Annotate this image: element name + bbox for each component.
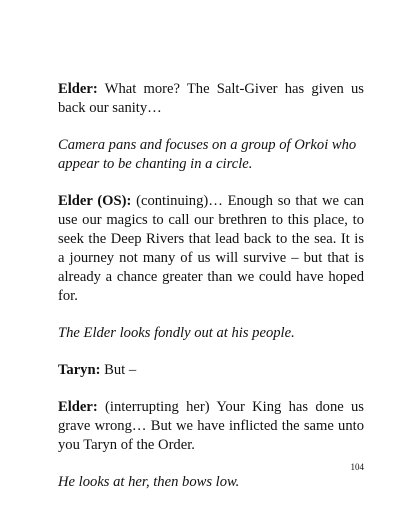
stage-direction-bows: He looks at her, then bows low.	[58, 474, 240, 490]
speaker-name: Elder (OS):	[58, 193, 132, 209]
dialogue-elder-os	[58, 192, 364, 306]
dialogue-text: What more? The Salt-Giver has given us back our sanity…	[58, 81, 364, 116]
dialogue-text: But –	[100, 362, 137, 378]
dialogue-text: (continuing)… Enough so that we can use our magics to call our brethren to this place, to seek the Deep Rivers that lead back to the sea. It is a journey not many of us will survive – but that is already a chance greater than we could have hoped for.	[58, 193, 364, 304]
stage-direction-elder-looks: The Elder looks fondly out at his people.	[58, 325, 295, 341]
dialogue-text: (interrupting her) Your King has done us grave wrong… But we have inflicted the same unto you Taryn of the Order.	[58, 399, 364, 453]
speaker-name: Taryn:	[58, 362, 101, 378]
script-page	[58, 80, 364, 510]
dialogue-elder-2	[58, 398, 364, 455]
speaker-name: Elder:	[58, 81, 98, 97]
page-number: 104	[350, 462, 364, 472]
stage-direction-camera: Camera pans and focuses on a group of Orkoi who appear to be chanting in a circle.	[58, 137, 357, 172]
dialogue-elder-1	[58, 80, 364, 118]
dialogue-taryn	[58, 361, 364, 380]
speaker-name: Elder:	[58, 399, 98, 415]
